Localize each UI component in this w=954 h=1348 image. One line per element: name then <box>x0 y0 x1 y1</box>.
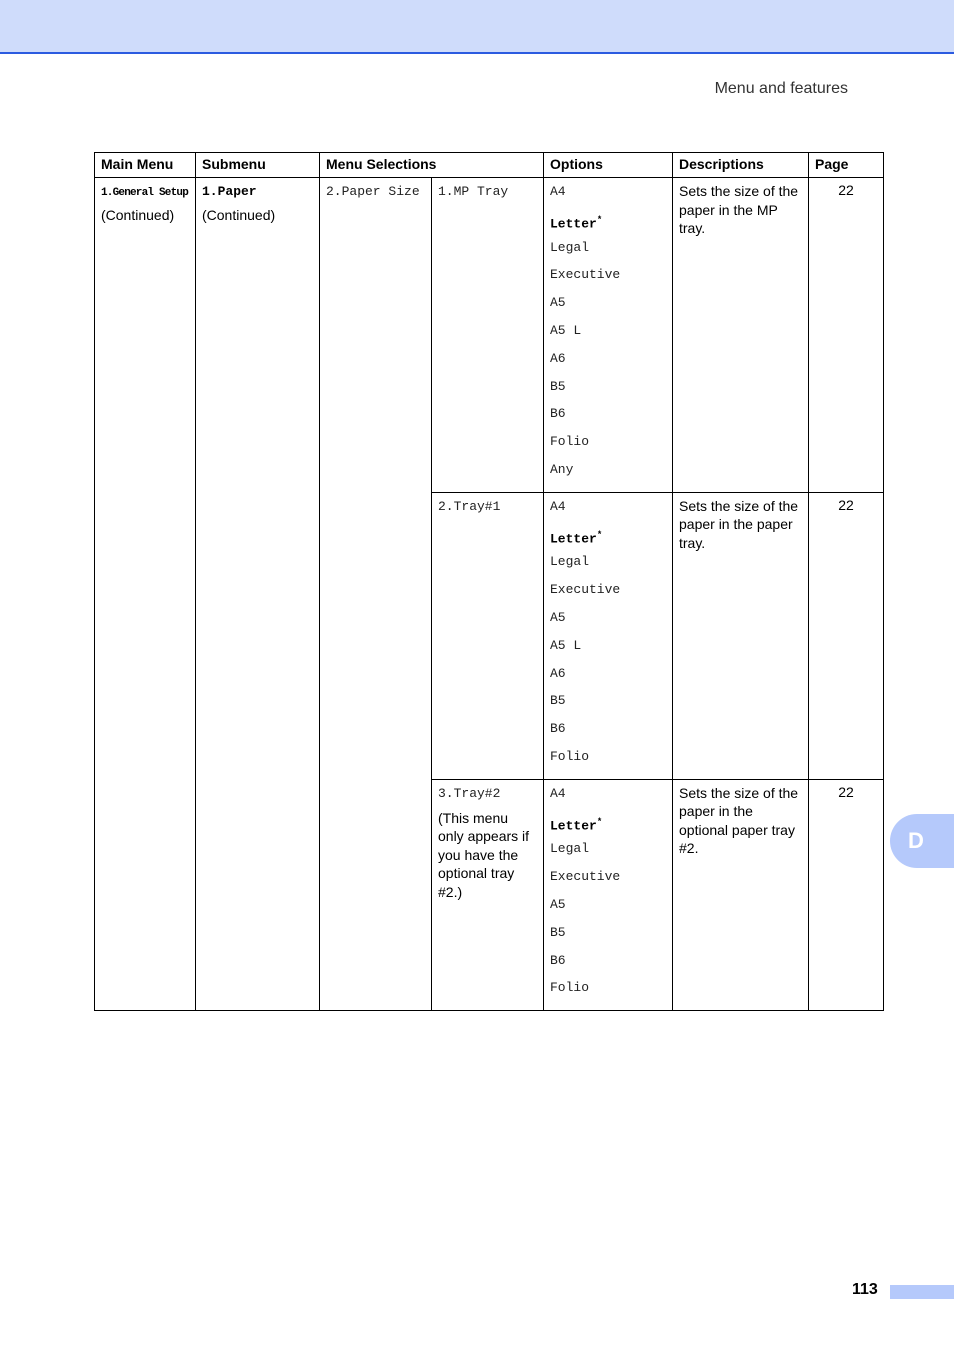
subselection-cell <box>432 779 544 1010</box>
page-ref: 22 <box>809 779 884 1010</box>
option-item: A5 L <box>550 322 582 338</box>
subselection-label: 3.Tray#2 <box>438 785 501 801</box>
option-item: B6 <box>550 952 566 968</box>
header-descriptions: Descriptions <box>673 153 809 178</box>
options-cell <box>544 492 673 779</box>
submenu-label: 1.Paper <box>202 184 257 199</box>
option-item: B5 <box>550 924 566 940</box>
selection-cell <box>320 178 432 1011</box>
description-cell: Sets the size of the paper in the paper tray. <box>673 492 809 779</box>
option-item: Executive <box>550 869 621 885</box>
description-cell: Sets the size of the paper in the MP tray. <box>673 178 809 493</box>
option-item: Folio <box>550 434 590 450</box>
default-marker: * <box>596 816 603 827</box>
option-item: Executive <box>550 582 621 598</box>
default-marker: * <box>596 214 603 225</box>
header-menu-selections: Menu Selections <box>320 153 544 178</box>
default-marker: * <box>596 529 603 540</box>
page-ref: 22 <box>809 178 884 493</box>
top-band <box>0 0 954 54</box>
main-menu-label: 1.General Setup <box>101 187 189 199</box>
option-item: B6 <box>550 406 566 422</box>
option-item: Legal <box>550 239 590 255</box>
running-title: Menu and features <box>714 80 848 97</box>
option-item: B5 <box>550 378 566 394</box>
subselection-cell <box>432 178 544 493</box>
option-item: Folio <box>550 980 590 996</box>
header-main-menu: Main Menu <box>95 153 196 178</box>
selection-label: 2.Paper Size <box>326 184 420 199</box>
option-item: B5 <box>550 693 566 709</box>
option-item: Letter* <box>550 816 603 833</box>
menu-table <box>94 152 884 1011</box>
main-menu-continued: (Continued) <box>101 207 175 223</box>
option-item: A4 <box>550 785 566 801</box>
option-item: Legal <box>550 841 590 857</box>
options-list <box>550 784 666 1006</box>
subselection-note: (This menu only appears if you have the optional tray #2.) <box>438 809 530 900</box>
main-menu-cell <box>95 178 196 1011</box>
section-tab-d <box>890 814 954 868</box>
option-item: Folio <box>550 748 590 764</box>
option-item: Executive <box>550 267 621 283</box>
header-submenu: Submenu <box>196 153 320 178</box>
table-header-row <box>95 153 884 178</box>
option-item: B6 <box>550 721 566 737</box>
description-cell: Sets the size of the paper in the optional paper tray #2. <box>673 779 809 1010</box>
subselection-cell <box>432 492 544 779</box>
option-item: A5 <box>550 896 566 912</box>
option-item: Letter* <box>550 529 603 546</box>
section-tab-letter: D <box>908 828 924 853</box>
submenu-cell <box>196 178 320 1011</box>
page-number: 113 <box>852 1281 878 1298</box>
page-number-bar <box>890 1285 954 1299</box>
table-row <box>95 178 884 493</box>
option-item: A6 <box>550 665 566 681</box>
option-item: A5 <box>550 295 566 311</box>
subselection-label: 2.Tray#1 <box>438 498 501 514</box>
options-cell <box>544 178 673 493</box>
options-list <box>550 497 666 775</box>
header-page: Page <box>809 153 884 178</box>
option-item: A6 <box>550 350 566 366</box>
page-ref: 22 <box>809 492 884 779</box>
subselection-label: 1.MP Tray <box>438 184 509 199</box>
option-item: Letter* <box>550 214 603 232</box>
option-item: A5 L <box>550 637 582 653</box>
submenu-continued: (Continued) <box>202 207 276 223</box>
option-item: Any <box>550 461 574 477</box>
option-item: A4 <box>550 498 566 514</box>
header-options: Options <box>544 153 673 178</box>
options-cell <box>544 779 673 1010</box>
option-item: A4 <box>550 184 566 199</box>
option-item: Legal <box>550 554 590 570</box>
options-list <box>550 182 666 488</box>
option-item: A5 <box>550 609 566 625</box>
